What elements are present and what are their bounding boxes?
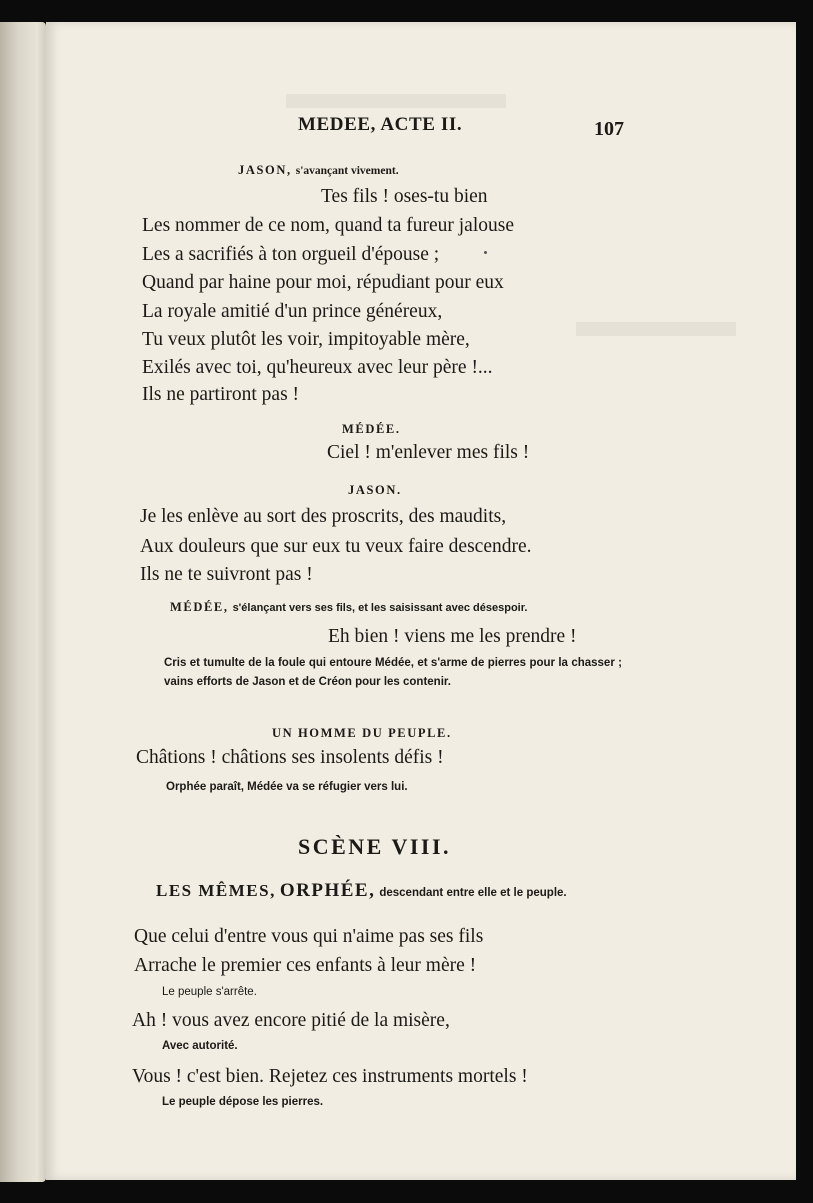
verse-line: Ciel ! m'enlever mes fils ! <box>327 442 530 463</box>
speaker-name: JASON, <box>238 163 292 177</box>
speaker-medee <box>170 600 527 615</box>
verse-line: Eh bien ! viens me les prendre ! <box>328 626 577 647</box>
verse-line: La royale amitié d'un prince généreux, <box>142 301 443 322</box>
stage-direction: s'avançant vivement. <box>295 165 399 177</box>
scene-title: SCÈNE VIII. <box>298 834 452 859</box>
verse-line: Je les enlève au sort des proscrits, des maudits, <box>140 506 507 527</box>
verse-line: Ils ne partiront pas ! <box>142 384 300 405</box>
verse-line: Aux douleurs que sur eux tu veux faire descendre. <box>140 536 532 557</box>
stage-direction: Orphée paraît, Médée va se réfugier vers lui. <box>166 781 408 793</box>
verse-line: Exilés avec toi, qu'heureux avec leur père !... <box>142 357 493 378</box>
speaker-homme-du-peuple: UN HOMME DU PEUPLE. <box>272 726 452 740</box>
stage-direction: Avec autorité. <box>162 1040 238 1052</box>
page-number: 107 <box>594 118 624 140</box>
verse-line: Quand par haine pour moi, répudiant pour eux <box>142 272 504 293</box>
stage-direction: Le peuple dépose les pierres. <box>162 1096 324 1108</box>
verse-line: Tes fils ! oses-tu bien <box>321 186 488 207</box>
stage-direction: Cris et tumulte de la foule qui entoure Médée, et s'arme de pierres pour la chasser ; vains efforts de Jason et de Créon pour les contenir. <box>164 657 622 688</box>
stage-direction: Le peuple s'arrête. <box>162 986 257 998</box>
stage-direction: s'élançant vers ses fils, et les saisissant avec désespoir. <box>232 602 528 614</box>
ink-speck <box>484 251 487 254</box>
cast-list <box>156 880 567 902</box>
verse-line: Ils ne te suivront pas ! <box>140 564 313 585</box>
book-page <box>46 22 796 1180</box>
speaker-name: MÉDÉE, <box>170 600 229 614</box>
speaker-medee: MÉDÉE. <box>342 422 401 436</box>
bleed-through <box>576 322 736 336</box>
stage-direction: descendant entre elle et le peuple. <box>379 887 567 899</box>
verse-line: Châtions ! châtions ses insolents défis ! <box>136 747 444 768</box>
verse-line: Tu veux plutôt les voir, impitoyable mère, <box>142 329 470 350</box>
verse-line: Que celui d'entre vous qui n'aime pas ses fils <box>134 926 484 947</box>
speaker-jason: JASON. <box>348 483 402 497</box>
verse-line: Les nommer de ce nom, quand ta fureur jalouse <box>142 215 514 236</box>
verse-line: Ah ! vous avez encore pitié de la misère, <box>132 1010 450 1031</box>
bleed-through <box>286 94 506 108</box>
verse-line: Vous ! c'est bien. Rejetez ces instruments mortels ! <box>132 1066 528 1087</box>
verse-line: Les a sacrifiés à ton orgueil d'épouse ; <box>142 244 440 265</box>
cast-orphee: ORPHÉE, <box>279 880 376 901</box>
speaker-jason <box>238 163 399 178</box>
cast-members: LES MÊMES, <box>156 881 276 900</box>
facing-page-edge <box>0 22 46 1182</box>
verse-line: Arrache le premier ces enfants à leur mère ! <box>134 955 477 976</box>
running-header: MEDEE, ACTE II. <box>298 114 463 135</box>
